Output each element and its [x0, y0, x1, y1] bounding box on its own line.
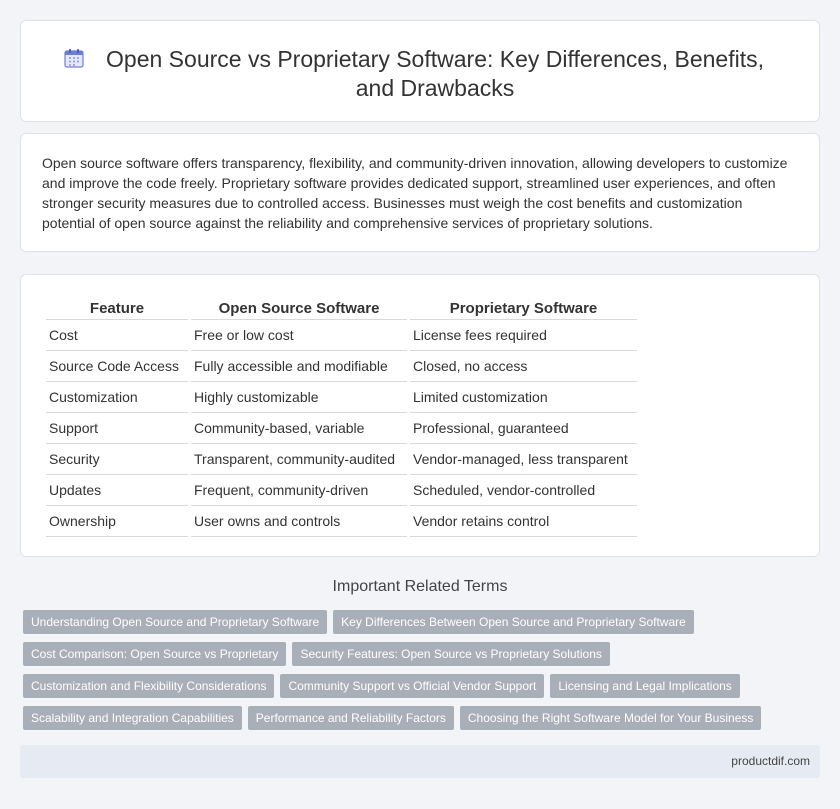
table-row — [46, 506, 637, 537]
tag-row — [23, 610, 803, 634]
table-cell: Transparent, community-audited — [191, 444, 407, 475]
header-open-source: Open Source Software — [191, 295, 407, 320]
related-terms-heading: Important Related Terms — [332, 578, 508, 595]
header-proprietary: Proprietary Software — [410, 295, 637, 320]
intro-card — [20, 133, 820, 252]
table-row — [46, 351, 637, 382]
table-row — [46, 382, 637, 413]
table-cell: Vendor-managed, less transparent — [410, 444, 637, 475]
footer-site-link[interactable]: productdif.com — [731, 754, 810, 768]
table-cell: Highly customizable — [191, 382, 407, 413]
related-term-tag[interactable]: Licensing and Legal Implications — [550, 674, 739, 698]
tag-row — [23, 642, 803, 666]
table-cell: Frequent, community-driven — [191, 475, 407, 506]
comparison-card — [20, 274, 820, 557]
related-term-tag[interactable]: Security Features: Open Source vs Proprietary Solutions — [292, 642, 609, 666]
intro-paragraph: Open source software offers transparency, flexibility, and community-driven innovation, allowing developers to customize and improve the code freely. Proprietary software provides dedicated support, streamlined user experiences, and often stronger security measures due to controlled access. Businesses must weigh the cost benefits and customization potential of open source against the reliability and comprehensive services of proprietary solutions. — [42, 155, 788, 231]
related-term-tag[interactable]: Scalability and Integration Capabilities — [23, 706, 242, 730]
table-cell: License fees required — [410, 320, 637, 351]
related-term-tag[interactable]: Community Support vs Official Vendor Support — [280, 674, 544, 698]
table-row — [46, 444, 637, 475]
tag-row — [23, 706, 803, 730]
table-cell: Source Code Access — [46, 351, 188, 382]
related-term-tag[interactable]: Key Differences Between Open Source and Proprietary Software — [333, 610, 694, 634]
table-cell: Professional, guaranteed — [410, 413, 637, 444]
related-term-tag[interactable]: Performance and Reliability Factors — [248, 706, 454, 730]
table-row — [46, 320, 637, 351]
table-cell: Free or low cost — [191, 320, 407, 351]
table-cell: User owns and controls — [191, 506, 407, 537]
table-cell: Fully accessible and modifiable — [191, 351, 407, 382]
table-header-row — [46, 295, 637, 320]
comparison-table — [43, 295, 640, 537]
table-cell: Security — [46, 444, 188, 475]
table-cell: Scheduled, vendor-controlled — [410, 475, 637, 506]
table-cell: Customization — [46, 382, 188, 413]
table-cell: Cost — [46, 320, 188, 351]
table-cell: Limited customization — [410, 382, 637, 413]
related-term-tag[interactable]: Understanding Open Source and Proprietary Software — [23, 610, 327, 634]
footer-bar — [20, 745, 820, 778]
tag-row — [23, 674, 803, 698]
related-term-tag[interactable]: Customization and Flexibility Considerations — [23, 674, 274, 698]
table-cell: Updates — [46, 475, 188, 506]
related-term-tag[interactable]: Cost Comparison: Open Source vs Proprietary — [23, 642, 286, 666]
title-card — [20, 20, 820, 122]
related-terms-list — [23, 610, 803, 738]
table-cell: Community-based, variable — [191, 413, 407, 444]
table-cell: Closed, no access — [410, 351, 637, 382]
table-cell: Vendor retains control — [410, 506, 637, 537]
table-cell: Ownership — [46, 506, 188, 537]
table-row — [46, 413, 637, 444]
page-title: Open Source vs Proprietary Software: Key Differences, Benefits, and Drawbacks — [106, 46, 764, 101]
header-feature: Feature — [46, 295, 188, 320]
table-row — [46, 475, 637, 506]
table-cell: Support — [46, 413, 188, 444]
related-term-tag[interactable]: Choosing the Right Software Model for Your Business — [460, 706, 762, 730]
title-wrap — [21, 45, 819, 103]
